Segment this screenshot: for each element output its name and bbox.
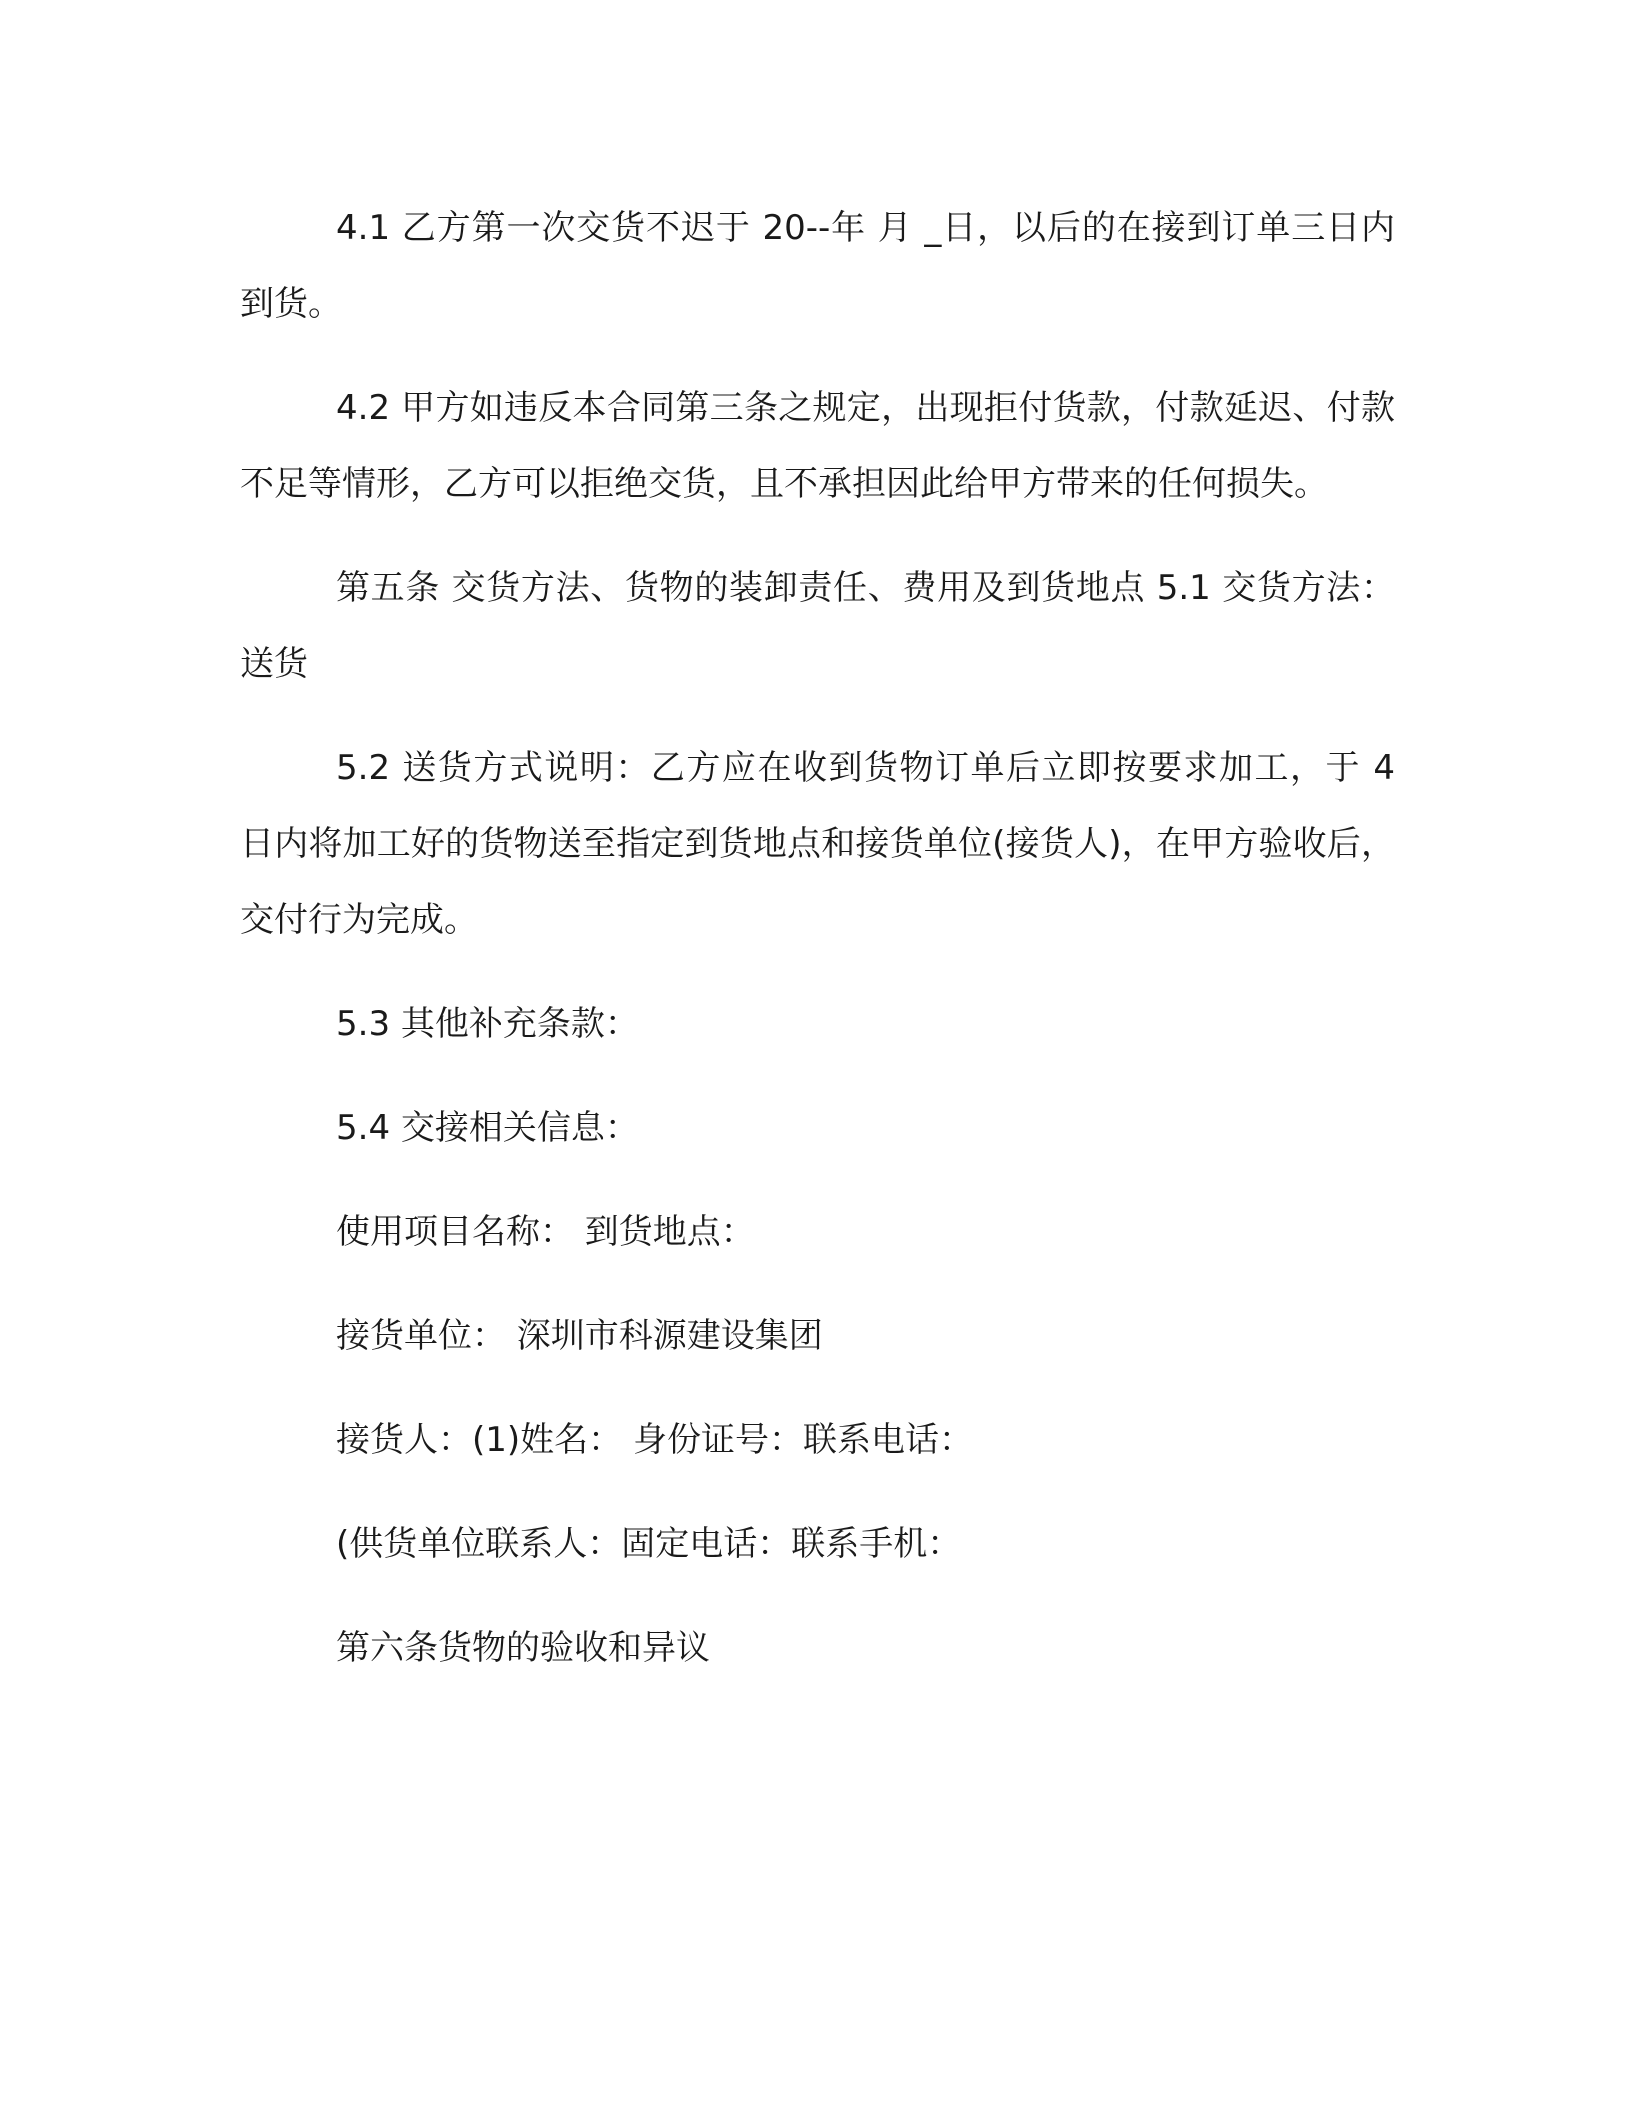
clause-5-3: 5.3 其他补充条款： [336,1004,639,1044]
clause-4-2: 4.2 甲方如违反本合同第三条之规定，出现拒付货款，付款延迟、付款不足等情形，乙方可以拒绝交货，且不承担因此给甲方带来的任何损失。 [240,388,1395,504]
receiver-line: 接货人：(1)姓名： 身份证号：联系电话： [336,1420,973,1460]
article-6-heading: 第六条货物的验收和异议 [336,1628,710,1668]
clause-5-2: 5.2 送货方式说明：乙方应在收到货物订单后立即按要求加工，于 4 日内将加工好的货物送至指定到货地点和接货单位(接货人)，在甲方验收后，交付行为完成。 [240,748,1395,940]
article-5-heading: 第五条 交货方法、货物的装卸责任、费用及到货地点 5.1 交货方法：送货 [240,568,1395,684]
clause-4-1: 4.1 乙方第一次交货不迟于 20--年 月 _日，以后的在接到订单三日内到货。 [240,208,1395,324]
clause-5-4: 5.4 交接相关信息： [336,1108,639,1148]
document-body [240,190,1395,1714]
receiving-unit-line: 接货单位： 深圳市科源建设集团 [336,1316,823,1356]
supplier-contact-line: (供货单位联系人：固定电话：联系手机： [336,1524,962,1564]
project-name-line: 使用项目名称： 到货地点： [336,1212,755,1252]
